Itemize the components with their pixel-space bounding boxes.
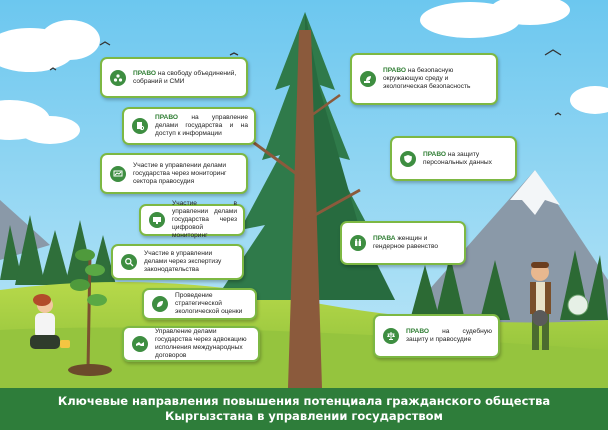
card-text: ПРАВО на защиту персональных данных xyxy=(423,150,492,166)
card-text: ПРАВО на свободу объединений, собраний и СМИ xyxy=(133,69,237,85)
card-international-treaties xyxy=(122,326,260,362)
card-text: Управление делами государства через адвокацию исполнения международных договоров xyxy=(155,328,247,359)
digital-monitor-icon xyxy=(149,212,165,228)
scales-icon xyxy=(383,328,399,344)
card-text: Участие в управлении делами государства через цифровой мониторинг xyxy=(172,200,237,239)
magnifier-icon xyxy=(121,254,137,270)
card-justice-monitoring xyxy=(100,153,248,194)
card-text: Проведение стратегической экологической оценки xyxy=(175,292,243,315)
data-shield-icon xyxy=(400,151,416,167)
card-text: Участие в управлении делами через экспертизу законодательства xyxy=(144,250,222,273)
card-ecological-assessment xyxy=(142,288,257,320)
card-text: ПРАВО на управление делами государства и на доступ к информации xyxy=(155,114,248,137)
card-text: ПРАВО на безопасную окружающую среду и экологическая безопасность xyxy=(383,67,471,90)
monitoring-icon xyxy=(110,166,126,182)
card-gender-equality xyxy=(340,221,466,265)
card-legislation-expertise xyxy=(111,244,244,280)
footer-banner xyxy=(0,388,608,430)
card-digital-monitoring xyxy=(139,200,245,239)
card-text: ПРАВО на судебную защиту и правосудие xyxy=(406,328,492,343)
document-search-icon xyxy=(132,118,148,134)
card-personal-data xyxy=(390,136,517,181)
handshake-icon xyxy=(132,336,148,352)
card-freedom-association xyxy=(100,57,248,98)
gender-equality-icon xyxy=(350,235,366,251)
footer-title-line2: Кыргызстана в управлении государством xyxy=(165,409,443,423)
card-text: Участие в управлении делами государства через мониторинг сектора правосудия xyxy=(133,161,227,185)
card-text: ПРАВА женщин и гендерное равенство xyxy=(373,235,439,250)
card-access-information xyxy=(122,107,256,145)
card-judicial-protection xyxy=(373,314,500,358)
people-network-icon xyxy=(110,70,126,86)
ecology-icon xyxy=(152,296,168,312)
card-environment-rights xyxy=(350,53,498,105)
leaf-hand-icon xyxy=(360,71,376,87)
footer-title-line1: Ключевые направления повышения потенциала гражданского общества xyxy=(57,394,551,408)
